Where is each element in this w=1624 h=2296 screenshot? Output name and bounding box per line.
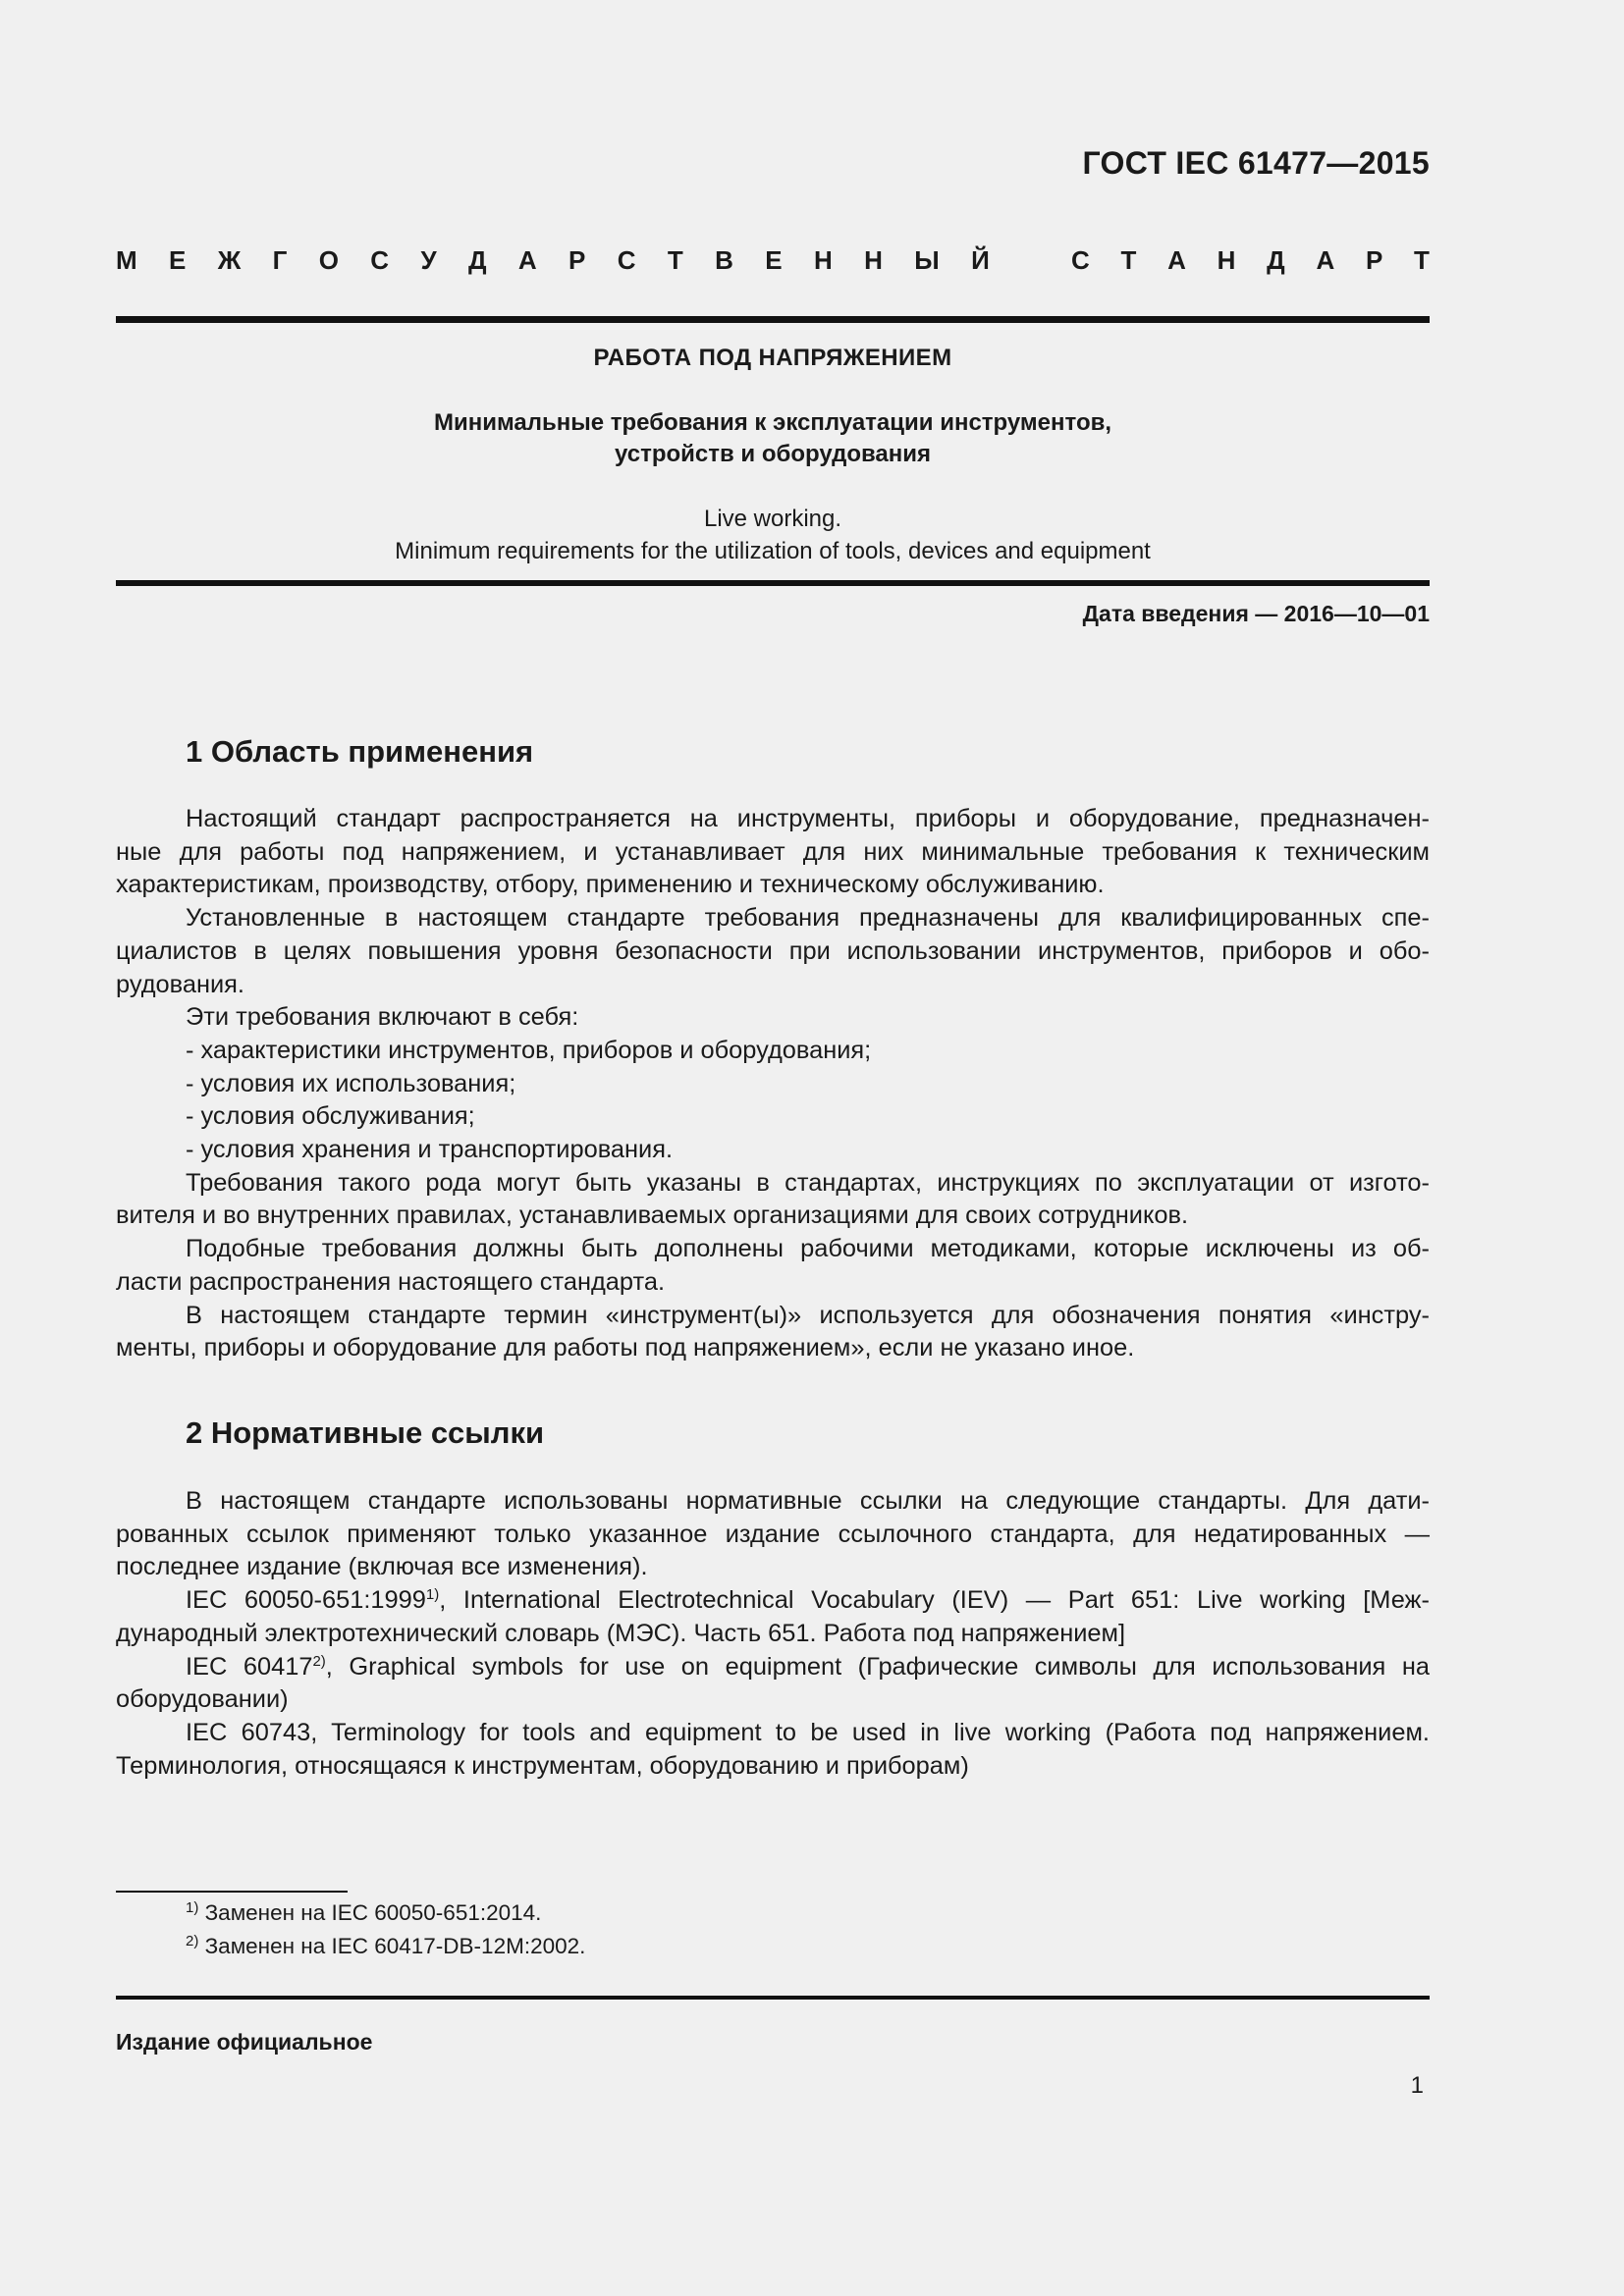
reference-iec-60417 [116,1651,1430,1684]
heading-letter: У [420,245,437,275]
paragraph-line: Терминология, относящаяся к инструментам, оборудованию и приборам) [116,1751,969,1780]
reference-code: IEC 60050-651:1999 [186,1586,426,1615]
paragraph-line: Требования такого рода могут быть указаны в стандартах, инструкциях по эксплуатации от изгото- [186,1168,1430,1197]
document-page [116,0,1430,2296]
paragraph-line: менты, приборы и оборудование для работы под напряжением», если не указано иное. [116,1334,1135,1362]
section-1-title: 1 Область применения [186,734,534,769]
paragraph-line: рудования. [116,970,244,998]
page-number: 1 [1410,2072,1424,2099]
subtitle-line-2: устройств и оборудования [614,441,932,467]
heading-letter: Н [1217,245,1236,275]
header-rule-bottom [116,580,1430,586]
footnote-1 [186,1896,585,1930]
footnote-text: Заменен на IEC 60050-651:2014. [198,1900,542,1925]
heading-letter: М [116,245,137,275]
reference-iec-60050 [116,1584,1430,1618]
heading-letter: Ж [217,245,242,275]
footnote-2 [186,1930,585,1963]
footnote-mark: 2) [186,1933,199,1949]
standard-type-heading [116,245,1430,276]
heading-letter: С [370,245,390,275]
reference-iec-60743: IEC 60743, Terminology for tools and equipment to be used in live working (Работа под напряжением. [186,1718,1430,1746]
document-number: ГОСТ IEC 61477—2015 [1082,145,1430,181]
paragraph-line: В настоящем стандарте использованы нормативные ссылки на следующие стандарты. Для дати- [186,1487,1430,1515]
standard-type-word-2 [1071,245,1430,276]
paragraph-line: рованных ссылок применяют только указанное издание ссылочного стандарта, для недатированных — [116,1520,1430,1548]
heading-letter: В [715,245,733,275]
paragraph-line: оборудовании) [116,1685,289,1714]
reference-text: , International Electrotechnical Vocabulary (IEV) — Part 651: Live working [Меж- [439,1586,1430,1615]
heading-letter: Р [568,245,586,275]
section-2-body [116,1485,1430,1783]
paragraph-line: последнее издание (включая все изменения). [116,1553,648,1581]
introduction-date: Дата введения — 2016—10—01 [1082,601,1430,626]
paragraph-line: характеристикам, производству, отбору, применению и техническому обслуживанию. [116,871,1105,899]
paragraph-line: Установленные в настоящем стандарте требования предназначены для квалифицированных спе- [186,904,1430,933]
section-1-body [116,803,1430,1365]
heading-letter: Д [1267,245,1285,275]
paragraph-line: вителя и во внутренних правилах, устанавливаемых организациями для своих сотрудников. [116,1201,1189,1230]
paragraph-line: Настоящий стандарт распространяется на инструменты, приборы и оборудование, предназначен- [186,805,1430,832]
heading-letter: А [1167,245,1186,275]
footnote-text: Заменен на IEC 60417-DB-12M:2002. [198,1934,586,1958]
standard-type-word-1 [116,245,990,276]
footer-rule [116,1996,1430,2000]
heading-letter: Д [467,245,487,275]
edition-label: Издание официальное [116,2029,373,2055]
paragraph-line: Эти требования включают в себя: [186,1003,579,1032]
heading-letter: О [318,245,339,275]
heading-letter: Й [971,245,990,275]
heading-letter: Т [1414,245,1430,275]
paragraph-line: Подобные требования должны быть дополнены рабочими методиками, которые исключены из об- [186,1235,1430,1263]
heading-letter: А [1316,245,1335,275]
title-russian: РАБОТА ПОД НАПРЯЖЕНИЕМ [593,345,952,371]
footnote-mark: 2) [312,1652,326,1670]
heading-letter: Е [169,245,187,275]
header-rule-top [116,316,1430,323]
paragraph-line: циалистов в целях повышения уровня безопасности при использовании инструментов, приборов и обо- [116,936,1430,965]
list-item: - условия хранения и транспортирования. [186,1136,674,1164]
list-item: - условия их использования; [186,1069,516,1097]
heading-letter: Т [1120,245,1137,275]
footnotes [186,1896,585,1963]
heading-letter: А [517,245,537,275]
list-item: - условия обслуживания; [186,1102,475,1131]
subtitle-line-1: Минимальные требования к эксплуатации инструментов, [433,409,1112,436]
heading-letter: Г [272,245,288,275]
footnote-separator [116,1891,348,1893]
heading-letter: С [617,245,636,275]
heading-letter: Ы [914,245,940,275]
reference-code: IEC 60417 [186,1652,313,1681]
title-english-line-2: Minimum requirements for the utilization of tools, devices and equipment [395,538,1151,564]
title-english-line-1: Live working. [703,506,842,532]
footnote-mark: 1) [425,1586,440,1604]
paragraph-line: В настоящем стандарте термин «инструмент(ы)» используется для обозначения понятия «инстру- [186,1301,1430,1329]
list-item: - характеристики инструментов, приборов и оборудования; [186,1036,872,1064]
footnote-mark: 1) [186,1899,199,1916]
heading-letter: С [1071,245,1090,275]
paragraph-line: ные для работы под напряжением, и устанавливает для них минимальные требования к техническим [116,837,1430,866]
heading-letter: Н [813,245,833,275]
paragraph-line: ласти распространения настоящего стандарта. [116,1267,666,1296]
heading-letter: Р [1365,245,1383,275]
title-english [116,503,1430,567]
reference-text: , Graphical symbols for use on equipment (Графические символы для использования на [325,1652,1430,1681]
section-2-title: 2 Нормативные ссылки [186,1415,545,1450]
subtitle-russian [116,407,1430,470]
paragraph-line: дународный электротехнический словарь (МЭС). Часть 651. Работа под напряжением] [116,1619,1126,1647]
heading-letter: Н [864,245,883,275]
heading-letter: Е [765,245,783,275]
heading-letter: Т [667,245,683,275]
